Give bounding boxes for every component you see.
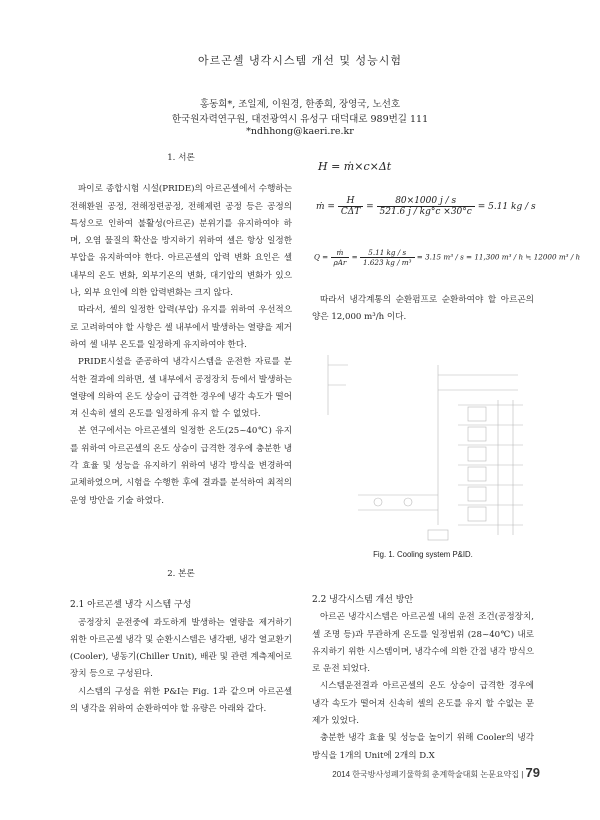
equation-heat: H = ṁ×c×Δt	[318, 160, 392, 173]
eq-numerator: H	[338, 196, 363, 207]
paragraph: 따라서 냉각계통의 순환펌프로 순환하여야 할 아르곤의 양은 12,000 m³/h 이다.	[312, 295, 534, 323]
paragraph: 본 연구에서는 아르곤셀의 일정한 온도(25~40℃) 유지를 위하여 아르곤셀의 온도 상승이 급격한 경우에 충분한 냉각 효율 및 성능을 유지하기 위하여 냉각 방식을 변경하여 교체하였으며, 시험을 수행한 후에 결과를 분석하여 최적의 운영 방안을 기술 하였다.	[70, 426, 292, 506]
paragraph: 시스템운전결과 아르곤셀의 온도 상승이 급격한 경우에 냉각 속도가 떨어져 신속히 셀의 온도를 유지 할 수없는 문제가 있었다.	[312, 681, 534, 727]
equation-volume-flow: Q = $\frac{\text{ṁ}}{\text{ρAr}}$ = $\frac{5.11 kg / s}{\text{1.623 kg / m³}}$ = 3.15 m³ / s = 11,300 m³ / h ≒ 12000 m³ / h	[314, 248, 581, 267]
paragraph: 공정장치 운전중에 과도하게 발생하는 열량을 제거하기 위한 아르곤셀 냉각 및 순환시스템은 냉각팬, 냉각 열교환기(Cooler), 냉동기(Chiller Unit), 배관 및 관련 계측제어로 장치 등으로 구성된다.	[70, 617, 292, 680]
eq-denominator: 1.623 kg / m³	[362, 258, 412, 267]
flow-conclusion	[312, 292, 534, 327]
page-title: 아르곤셀 냉각시스템 개선 및 성능시험	[197, 54, 402, 67]
authors: 홍동희*, 조일제, 이원경, 한종희, 장영국, 노선호	[199, 99, 401, 110]
eq-denominator: ρAr	[333, 258, 347, 267]
subsection-2-1-heading: 2.1 아르곤셀 냉각 시스템 구성	[70, 600, 192, 611]
eq-numerator: 80×1000 j / s	[377, 196, 475, 207]
affiliation: 한국원자력연구원, 대전광역시 유성구 대덕대로 989번길 111	[171, 114, 429, 125]
eq-numerator: 5.11 kg / s	[360, 248, 415, 258]
subsection-2-2	[312, 592, 534, 765]
eq-denominator: 521.6 j / kg°c ×30°c	[379, 207, 472, 217]
page-number: 79	[525, 765, 540, 780]
figure-caption: Fig. 1. Cooling system P&ID.	[373, 550, 473, 559]
paragraph: PRIDE시설을 준공하여 냉각시스템을 운전한 자료를 분석한 결과에 의하면, 셀 내부에서 공정장치 등에서 발생하는 열량에 의하여 온도 상승이 급격한 경우에 냉각 속도가 떨어져 신속히 셀의 온도를 일정하게 유지 할 수 없었다.	[70, 357, 292, 420]
section-2	[70, 566, 292, 718]
footer-text: 2014 한국방사성폐기물학회 춘계학술대회 논문요약집 |	[332, 770, 526, 779]
paragraph: 파이로 종합시험 시설(PRIDE)의 아르곤셀에서 수행하는 전해환원 공정, 전해정련공정, 전해제련 공정 등은 공정의 특성으로 인하여 불활성(아르곤) 분위기를 유지하여야 하며, 오염 물질의 확산을 방지하기 위하여 셀은 항상 일정한 부압을 유지하여야 한다. 아르곤셀의 압력 변화 요인은 셀 내부의 온도 변화, 외부기온의 변화, 대기압의 변화가 있으나, 외부 요인에 의한 압력변화는 크지 않다.	[70, 184, 292, 299]
eq-result: = 5.11 kg / s	[477, 202, 536, 212]
cooling-system-pid-figure	[318, 345, 538, 545]
section-1-heading: 1. 서론	[167, 153, 195, 163]
paragraph: 아르곤 냉각시스템은 아르곤셀 내의 운전 조건(공정장치, 셀 조명 등)과 무관하게 온도를 일정범위 (28~40℃) 내로 유지하기 위한 시스템이며, 냉각수에 의한 간접 냉각 방식으로 운전 되었다.	[312, 612, 534, 675]
paragraph: 충분한 냉각 효율 및 성능을 높이기 위해 Cooler의 냉각 방식을 1개의 Unit에 2개의 D.X	[312, 733, 534, 761]
subsection-2-2-heading: 2.2 냉각시스템 개선 방안	[312, 595, 414, 605]
eq-denominator: CΔT	[340, 207, 361, 217]
eq-lhs: Q =	[314, 252, 329, 262]
page-footer	[332, 765, 540, 780]
eq-lhs: ṁ =	[316, 202, 335, 212]
equation-mass-flow: ṁ = $\frac{H}{\text{CΔT}}$ = $\frac{80\times 1000 j / s}{521.6 j / kg^\circ c \times 30^\circ c}$ = 5.11 kg / s	[316, 196, 536, 217]
section-1	[70, 150, 292, 510]
paragraph: 따라서, 셀의 일정한 압력(부압) 유지를 위하여 우선적으로 고려하여야 할 사항은 셀 내부에서 발생하는 열량을 제거하여 셀 내부 온도를 일정하게 유지하여야 한다.	[70, 305, 292, 350]
paragraph: 시스템의 구성을 위한 P&I는 Fig. 1과 같으며 아르곤셀의 냉각을 위하여 순환하여야 할 유량은 아래와 같다.	[70, 686, 292, 715]
eq-result: = 3.15 m³ / s = 11,300 m³ / h ≒ 12000 m³ / h	[416, 252, 581, 262]
section-2-heading: 2. 본론	[167, 569, 195, 579]
eq-numerator: ṁ	[331, 248, 350, 258]
author-email: *ndhhong@kaeri.re.kr	[246, 126, 354, 137]
